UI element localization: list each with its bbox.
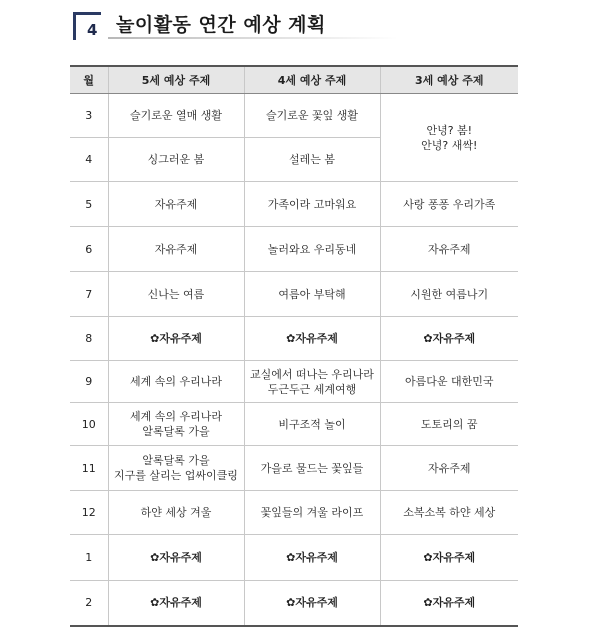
month-cell: 3: [70, 94, 108, 138]
header-month: 월: [70, 66, 108, 94]
age3-theme-cell: 자유주제: [380, 227, 518, 272]
table-row: [70, 182, 518, 227]
age5-theme-cell: 신나는 여름: [108, 272, 244, 317]
section-number: 4: [87, 21, 98, 39]
age5-theme-cell: 자유주제: [108, 182, 244, 227]
age4-theme-cell: ✿자유주제: [244, 317, 380, 361]
month-cell: 8: [70, 317, 108, 361]
age5-theme-cell: 알록달록 가을 지구를 살리는 업싸이클링: [108, 446, 244, 491]
table-row: [70, 446, 518, 491]
age3-theme-cell: 도토리의 꿈: [380, 403, 518, 446]
age3-theme-cell: 자유주제: [380, 446, 518, 491]
section-header: [0, 0, 592, 62]
table-row: [70, 361, 518, 403]
header-age4: 4세 예상 주제: [244, 66, 380, 94]
age3-theme-cell: ✿자유주제: [380, 535, 518, 581]
header-age5: 5세 예상 주제: [108, 66, 244, 94]
month-cell: 6: [70, 227, 108, 272]
age5-theme-cell: ✿자유주제: [108, 581, 244, 626]
month-cell: 12: [70, 491, 108, 535]
table-row: [70, 272, 518, 317]
age3-theme-cell: 아름다운 대한민국: [380, 361, 518, 403]
age4-theme-cell: 슬기로운 꽃잎 생활: [244, 94, 380, 138]
title-underline: [108, 37, 398, 39]
age3-theme-cell: 안녕? 봄! 안녕? 새싹!: [380, 94, 518, 182]
age4-theme-cell: 비구조적 놀이: [244, 403, 380, 446]
age5-theme-cell: 슬기로운 열매 생활: [108, 94, 244, 138]
age4-theme-cell: 꽃잎들의 겨울 라이프: [244, 491, 380, 535]
age4-theme-cell: 놀러와요 우리동네: [244, 227, 380, 272]
month-cell: 4: [70, 138, 108, 182]
month-cell: 1: [70, 535, 108, 581]
age3-theme-cell: 소복소복 하얀 세상: [380, 491, 518, 535]
age3-theme-cell: ✿자유주제: [380, 317, 518, 361]
table-header-row: [70, 66, 518, 94]
annual-plan-table: [70, 65, 518, 627]
age4-theme-cell: ✿자유주제: [244, 535, 380, 581]
age5-theme-cell: 세계 속의 우리나라: [108, 361, 244, 403]
month-cell: 2: [70, 581, 108, 626]
month-cell: 11: [70, 446, 108, 491]
age4-theme-cell: 가족이라 고마워요: [244, 182, 380, 227]
month-cell: 9: [70, 361, 108, 403]
table-row: [70, 581, 518, 626]
age4-theme-cell: ✿자유주제: [244, 581, 380, 626]
table-row: [70, 317, 518, 361]
age5-theme-cell: ✿자유주제: [108, 317, 244, 361]
age4-theme-cell: 교실에서 떠나는 우리나라 두근두근 세계여행: [244, 361, 380, 403]
age5-theme-cell: 자유주제: [108, 227, 244, 272]
age5-theme-cell: 세계 속의 우리나라 알록달록 가을: [108, 403, 244, 446]
section-number-box: [73, 12, 101, 40]
section-title: 놀이활동 연간 예상 계획: [116, 14, 326, 36]
age5-theme-cell: 싱그러운 봄: [108, 138, 244, 182]
table-row: [70, 227, 518, 272]
age5-theme-cell: ✿자유주제: [108, 535, 244, 581]
header-age3: 3세 예상 주제: [380, 66, 518, 94]
table-row: [70, 94, 518, 138]
table-row: [70, 535, 518, 581]
age3-theme-cell: ✿자유주제: [380, 581, 518, 626]
month-cell: 5: [70, 182, 108, 227]
age4-theme-cell: 가을로 물드는 꽃잎들: [244, 446, 380, 491]
age5-theme-cell: 하얀 세상 겨울: [108, 491, 244, 535]
table-row: [70, 491, 518, 535]
age4-theme-cell: 여름아 부탁해: [244, 272, 380, 317]
month-cell: 10: [70, 403, 108, 446]
month-cell: 7: [70, 272, 108, 317]
age3-theme-cell: 시원한 여름나기: [380, 272, 518, 317]
age3-theme-cell: 사랑 퐁퐁 우리가족: [380, 182, 518, 227]
table-row: [70, 403, 518, 446]
age4-theme-cell: 설레는 봄: [244, 138, 380, 182]
